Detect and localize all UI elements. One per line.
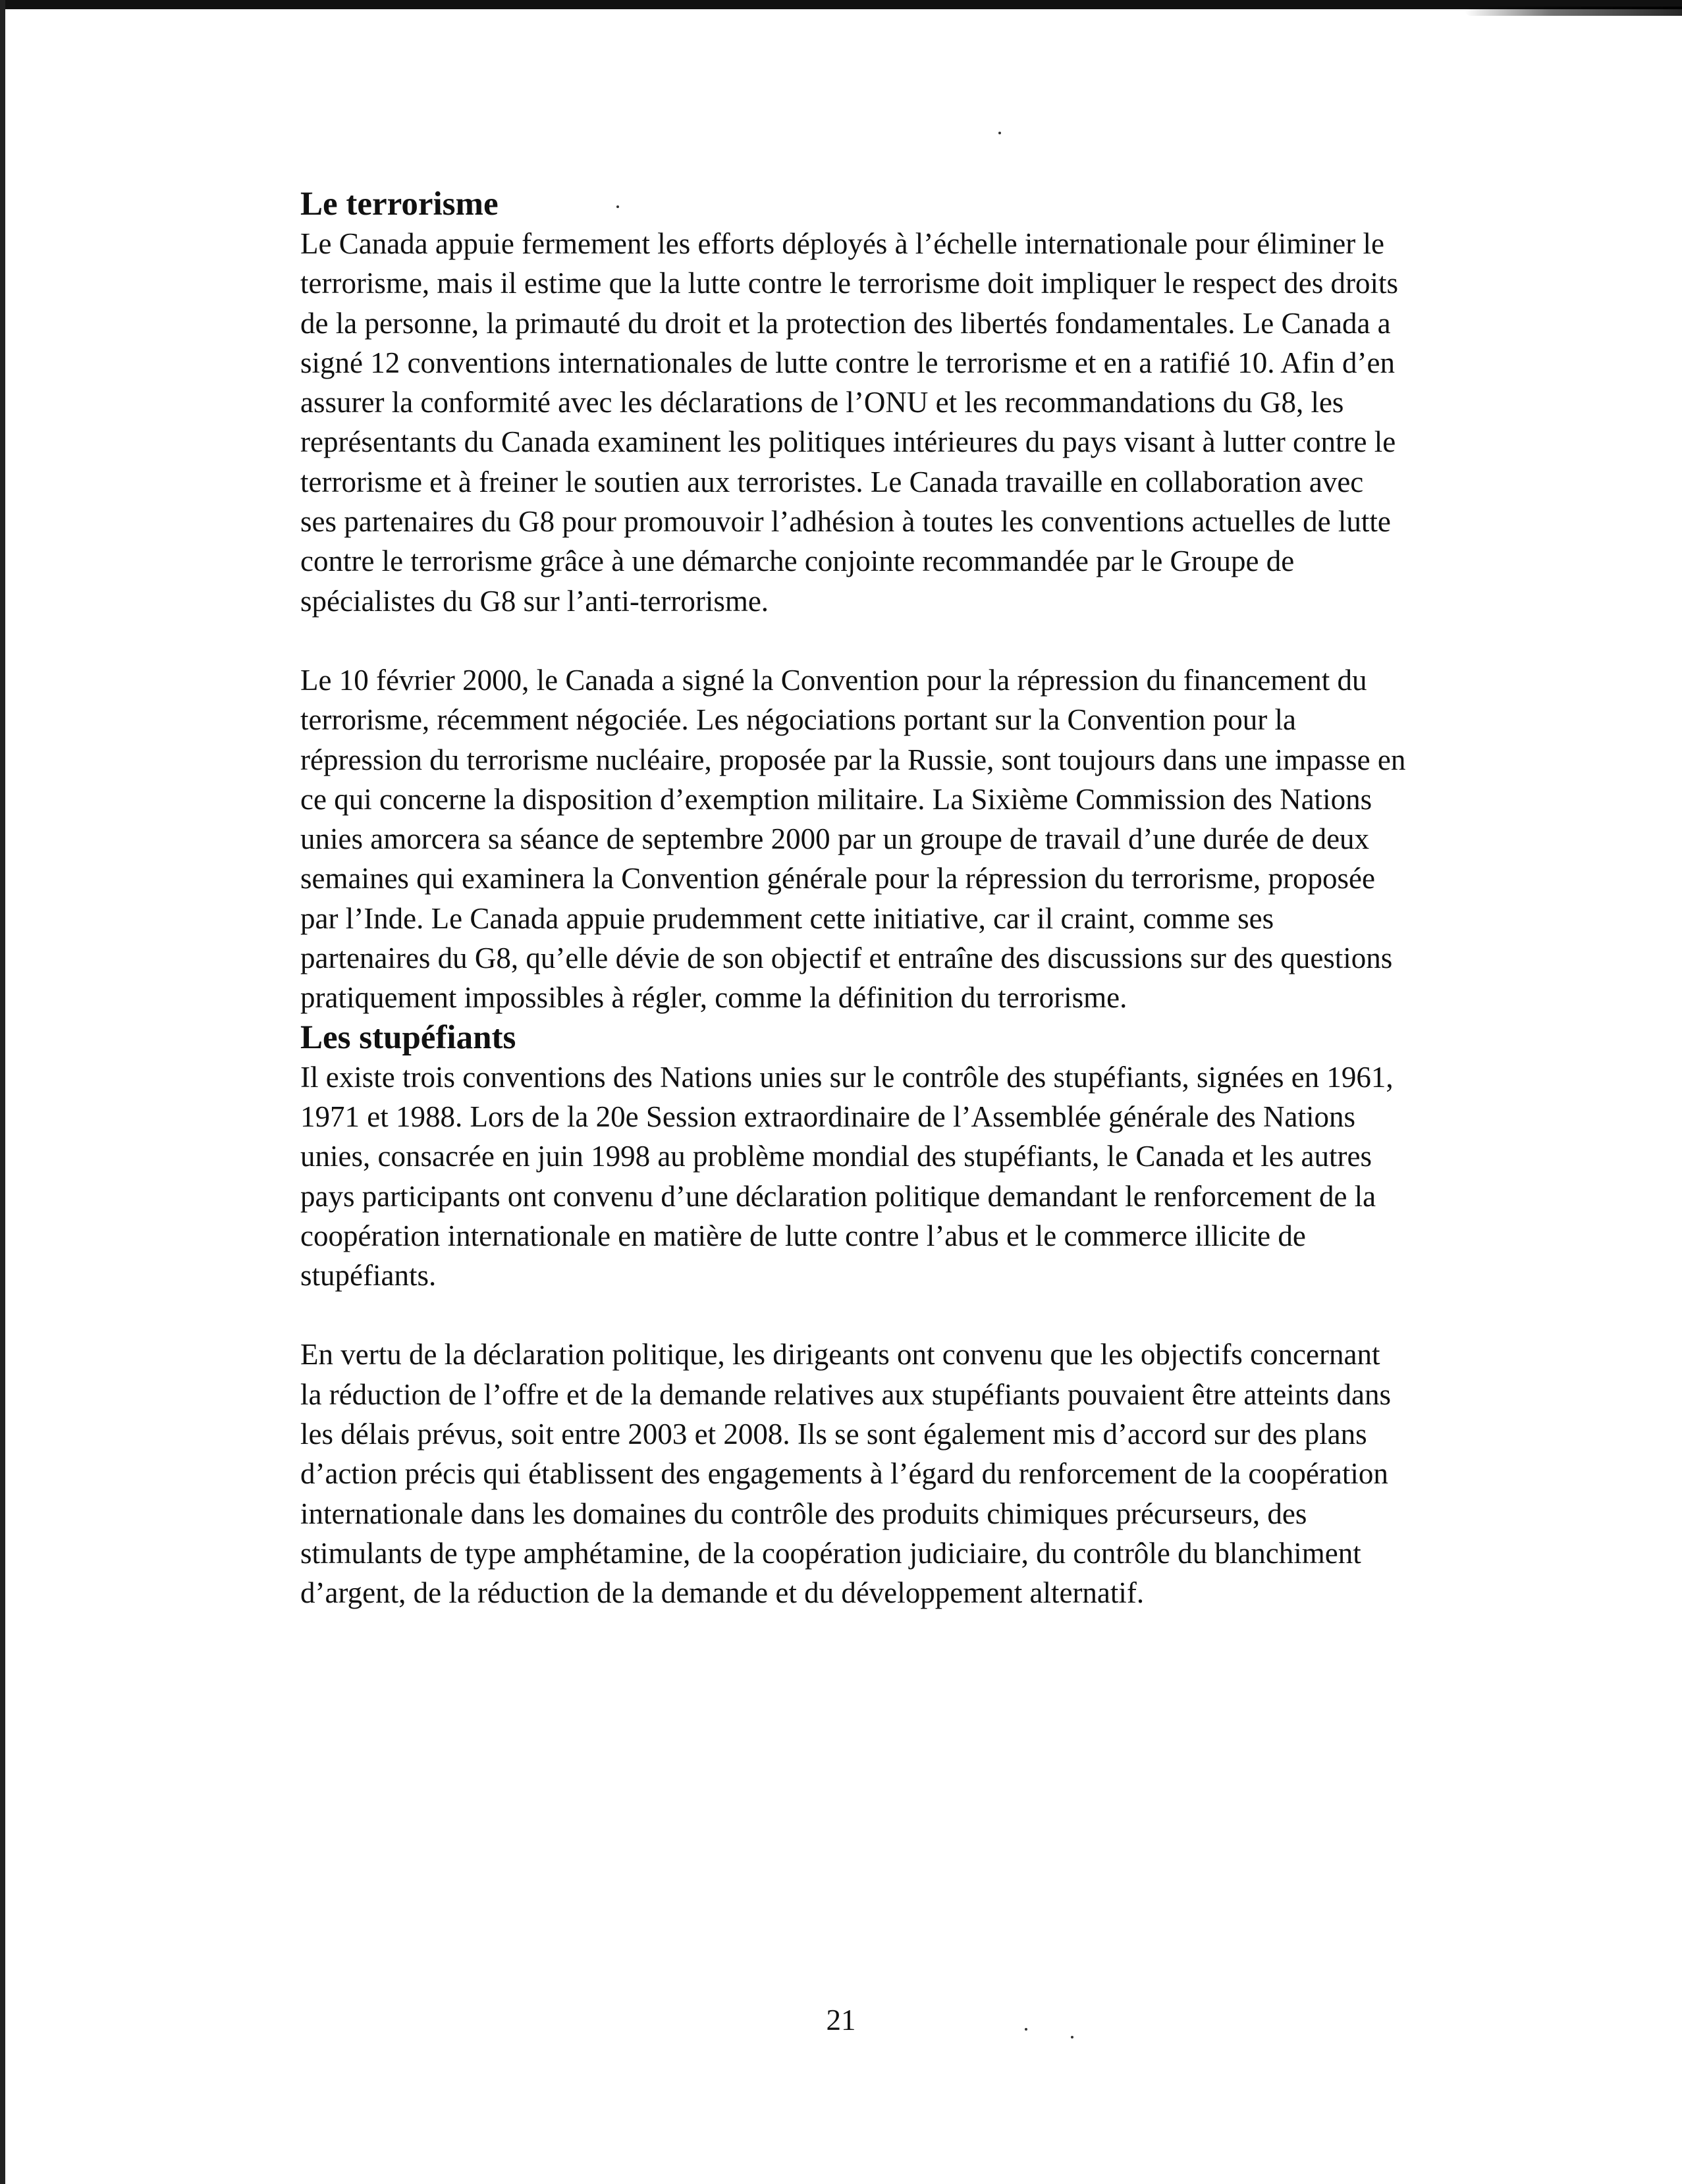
paragraph: Il existe trois conventions des Nations unies sur le contrôle des stupéfiants, signées en 1961, 1971 et 1988. Lors de la 20e Session extraordinaire de l’Assemblée générale des Nations unies, consacrée en juin 1998 au problème mondial des stupéfiants, le Canada et les autres pays participants ont convenu d’une déclaration politique demandant le renforcement de la coopération internationale en matière de lutte contre l’abus et le commerce illicite de stupéfiants. [300, 1060, 1394, 1292]
paragraph: En vertu de la déclaration politique, les dirigeants ont convenu que les objectifs concernant la réduction de l’offre et de la demande relatives aux stupéfiants pouvaient être atteints dans les délais prévus, soit entre 2003 et 2008. Ils se sont également mis d’accord sur des plans d’action précis qui établissent des engagements à l’égard du renforcement de la coopération internationale dans les domaines du contrôle des produits chimiques précurseurs, des stimulants de type amphétamine, de la coopération judiciaire, du contrôle du blanchiment d’argent, de la réduction de la demande et du développement alternatif. [300, 1338, 1392, 1610]
section-heading: Les stupéfiants [300, 1019, 516, 1056]
paragraph: Le 10 février 2000, le Canada a signé la Convention pour la répression du financement du terrorisme, récemment négociée. Les négociations portant sur la Convention pour la répression du terrorisme nucléaire, proposée par la Russie, sont toujours dans une impasse en ce qui concerne la disposition d’exemption militaire. La Sixième Commission des Nations unies amorcera sa séance de septembre 2000 par un groupe de travail d’une durée de deux semaines qui examinera la Convention générale pour la répression du terrorisme, proposée par l’Inde. Le Canada appuie prudemment cette initiative, car il craint, comme ses partenaires du G8, qu’elle dévie de son objectif et entraîne des discussions sur des questions pratiquement impossibles à régler, comme la définition du terrorisme. [300, 663, 1406, 1015]
scan-top-border [0, 0, 1682, 9]
paragraph: Le Canada appuie fermement les efforts déployés à l’échelle internationale pour éliminer le terrorisme, mais il estime que la lutte contre le terrorisme doit impliquer le respect des droits de la personne, la primauté du droit et la protection des libertés fondamentales. Le Canada a signé 12 conventions internationales de lutte contre le terrorisme et en a ratifié 10. Afin d’en assurer la conformité avec les déclarations de l’ONU et les recommandations du G8, les représentants du Canada examinent les politiques intérieures du pays visant à lutter contre le terrorisme et à freiner le soutien aux terroristes. Le Canada travaille en collaboration avec ses partenaires du G8 pour promouvoir l’adhésion à toutes les conventions actuelles de lutte contre le terrorisme grâce à une démarche conjointe recommandée par le Groupe de spécialistes du G8 sur l’anti-terrorisme. [300, 227, 1398, 618]
document-body [300, 184, 1407, 1613]
section-terrorisme [300, 184, 1407, 1018]
scan-top-smudge [1465, 7, 1682, 16]
section-stupefiants [300, 1018, 1407, 1613]
page-number: 21 [826, 2004, 856, 2037]
scan-speck [998, 132, 1001, 134]
scan-left-border [0, 0, 5, 2184]
section-heading: Le terrorisme [300, 186, 499, 223]
